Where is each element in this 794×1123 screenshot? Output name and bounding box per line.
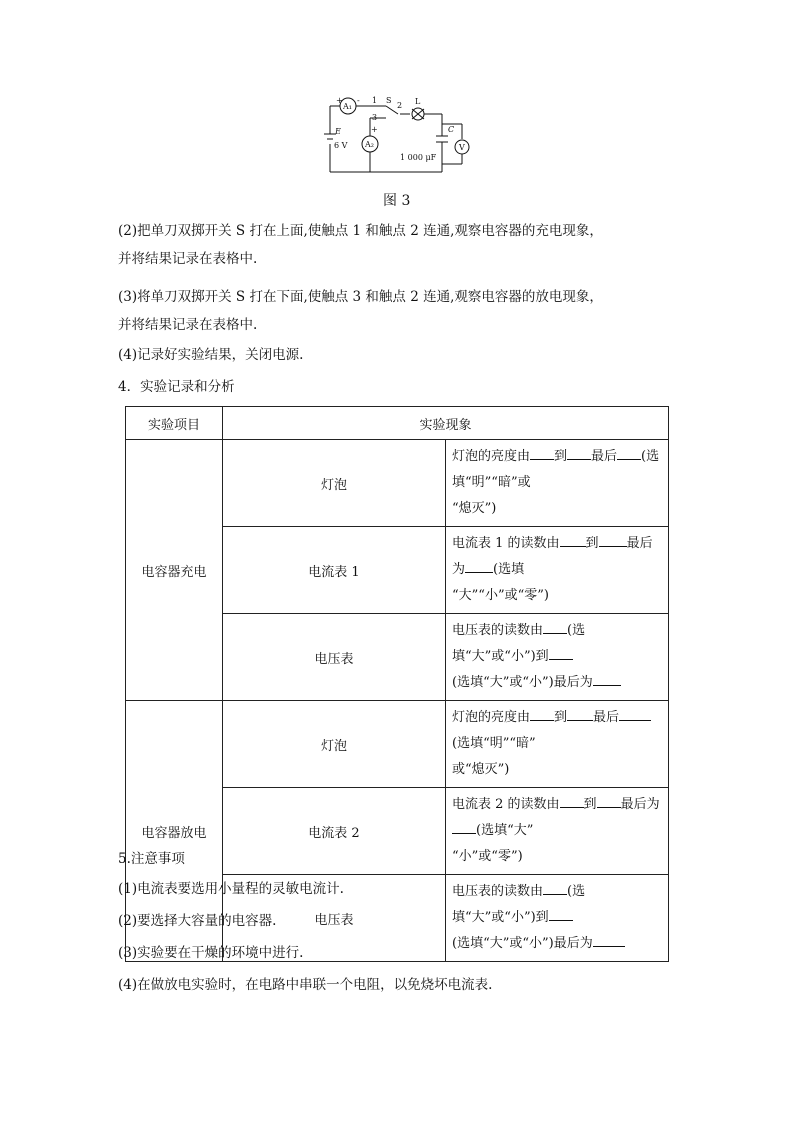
item-ammeter-1: 电流表 1 xyxy=(223,527,446,614)
item-lamp: 灯泡 xyxy=(223,701,446,788)
switch-label: S xyxy=(386,96,392,105)
note-3: (3)实验要在干燥的环境中进行. xyxy=(118,945,304,961)
emf-value: 6 V xyxy=(334,141,348,150)
cell-discharging-lamp: 灯泡的亮度由 到 最后(选填“明”“暗” 或“熄灭”) xyxy=(446,701,669,788)
plus-sign: + xyxy=(336,96,343,105)
plus-sign-2: + xyxy=(371,125,378,134)
circuit-diagram xyxy=(320,94,480,180)
ammeter2-label: A₂ xyxy=(365,140,374,149)
header-item: 实验项目 xyxy=(126,407,223,440)
cell-discharging-voltmeter: 电压表的读数由 (选填“大”或“小”)到 (选填“大”或“小”)最后为 xyxy=(446,875,669,962)
step-4: (4)记录好实验结果，关闭电源. xyxy=(118,347,304,363)
step-2-line-1: (2)把单刀双掷开关 S 打在上面,使触点 1 和触点 2 连通,观察电容器的充电现象， xyxy=(118,223,603,239)
cell-charging-voltmeter: 电压表的读数由 (选填“大”或“小”)到 (选填“大”或“小”)最后为 xyxy=(446,614,669,701)
item-voltmeter: 电压表 xyxy=(223,875,446,962)
step-3-line-2: 并将结果记录在表格中. xyxy=(118,317,258,333)
note-2: (2)要选择大容量的电容器. xyxy=(118,913,277,929)
notes-title: 5.注意事项 xyxy=(118,851,185,867)
lamp-label: L xyxy=(415,97,421,106)
ammeter1-label: A₁ xyxy=(343,102,352,111)
contact2-label: 2 xyxy=(397,101,403,110)
contact1-label: 1 xyxy=(372,96,378,105)
cell-charging-lamp: 灯泡的亮度由 到 最后 (选填“明”“暗”或 “熄灭”) xyxy=(446,440,669,527)
group-discharging: 电容器放电 xyxy=(126,701,223,962)
experiment-table xyxy=(125,406,669,962)
voltmeter-label: V xyxy=(459,143,465,152)
section-4-title: 4．实验记录和分析 xyxy=(118,379,235,395)
item-ammeter-2: 电流表 2 xyxy=(223,788,446,875)
group-charging: 电容器充电 xyxy=(126,440,223,701)
header-phenomenon: 实验现象 xyxy=(223,407,669,440)
figure-caption: 图 3 xyxy=(383,193,411,209)
contact3-label: 3 xyxy=(372,113,378,122)
item-lamp: 灯泡 xyxy=(223,440,446,527)
cell-charging-ammeter: 电流表 1 的读数由 到 最后为 (选填 “大”“小”或“零”) xyxy=(446,527,669,614)
capacitor-label: C xyxy=(448,125,455,134)
step-2-line-2: 并将结果记录在表格中. xyxy=(118,251,258,267)
capacitance-label: 1 000 μF xyxy=(400,153,437,162)
note-4: (4)在做放电实验时，在电路中串联一个电阻，以免烧坏电流表. xyxy=(118,977,493,993)
cell-discharging-ammeter: 电流表 2 的读数由 到 最后为(选填“大” “小”或“零”) xyxy=(446,788,669,875)
step-3-line-1: (3)将单刀双掷开关 S 打在下面,使触点 3 和触点 2 连通,观察电容器的放电现象， xyxy=(118,289,603,305)
note-1: (1)电流表要选用小量程的灵敏电流计. xyxy=(118,881,344,897)
minus-sign: - xyxy=(357,96,360,105)
item-voltmeter: 电压表 xyxy=(223,614,446,701)
emf-label: E xyxy=(335,127,341,136)
